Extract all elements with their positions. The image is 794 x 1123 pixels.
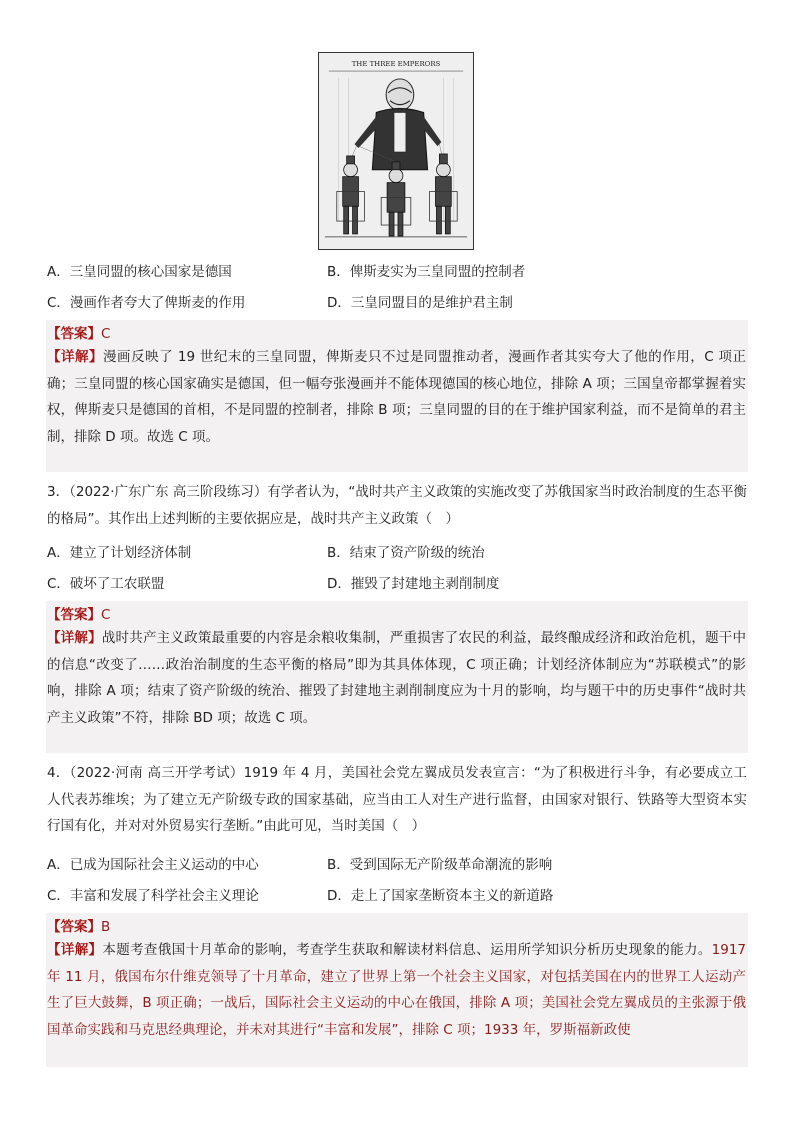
q3-option-c: C．破坏了工农联盟 [47,576,165,592]
cartoon-illustration [319,53,473,249]
detail-text: 漫画反映了 19 世纪末的三皇同盟，俾斯麦只不过是同盟推动者，漫画作者其实夸大了他的作用，C 项正确；三皇同盟的核心国家确实是德国，但一幅夸张漫画并不能体现德国的核心地位，排除 A 项；三国皇帝都掌握着实权，俾斯麦只是德国的首相，不是同盟的控制者，排除 B 项；三皇同盟的目的在于维护国家利益，而不是简单的君主制，排除 D 项。故选 C 项。 [47,349,746,445]
answer-tag: 【答案】 [47,919,101,935]
q2-answer-block [46,320,748,472]
q4-detail [46,937,748,1043]
q2-option-a: A．三皇同盟的核心国家是德国 [47,264,232,280]
q2-answer [46,324,748,344]
q2-option-d: D．三皇同盟目的是维护君主制 [327,295,513,311]
q4-answer-block [46,913,748,1067]
detail-tag: 【详解】 [47,942,103,958]
three-emperors-cartoon [318,52,474,250]
q3-answer-block [46,601,748,753]
detail-tag: 【详解】 [47,630,102,646]
q2-detail [46,344,748,450]
answer-tag: 【答案】 [47,607,101,623]
answer-tag: 【答案】 [47,326,101,342]
q3-detail [46,625,748,731]
detail-text: 战时共产主义政策最重要的内容是余粮收集制，严重损害了农民的利益，最终酿成经济和政治危机，题干中的信息“改变了……政治治制度的生态平衡的格局”即为其具体体现，C 项正确；计划经济体制应为“苏联模式”的影响，排除 A 项；结束了资产阶级的统治、摧毁了封建地主剥削制度应为十月的影响，均与题干中的历史事件“战时共产主义政策”不符，排除 BD 项；故选 C 项。 [47,630,747,726]
q3-option-d: D．摧毁了封建地主剥削制度 [327,576,500,592]
detail-text: 1917 年 11 月，俄国布尔什维克领导了十月革命，建立了世界上第一个社会主义国家，对包括美国在内的世界工人运动产生了巨大鼓舞，B 项正确；一战后，国际社会主义运动的中心在俄国，排除 A 项；美国社会党左翼成员的主张源于俄国革命实践和马克思经典理论，并未对其进行“丰富和发展”，排除 C 项；1933 年，罗斯福新政使 [47,942,747,1038]
answer-value: C [101,326,111,342]
q3-stem: 3．（2022·广东广东 高三阶段练习）有学者认为，“战时共产主义政策的实施改变了苏俄国家当时政治制度的生态平衡的格局”。其作出上述判断的主要依据应是，战时共产主义政策（ ） [47,484,747,527]
detail-lead: 本题考查俄国十月革命的影响，考查学生获取和解读材料信息、运用所学知识分析历史现象的能力。 [102,942,712,958]
detail-tag: 【详解】 [47,349,104,365]
answer-value: C [101,607,111,623]
q2-option-b: B．俾斯麦实为三皇同盟的控制者 [327,264,526,280]
q4-option-d: D．走上了国家垄断资本主义的新道路 [327,888,554,904]
answer-value: B [101,919,111,935]
cartoon-caption: THE THREE EMPERORS [351,60,441,69]
q4-option-a: A．已成为国际社会主义运动的中心 [47,857,259,873]
q4-answer [46,917,748,937]
q3-answer [46,605,748,625]
q4-option-b: B．受到国际无产阶级革命潮流的影响 [327,857,553,873]
q3-option-b: B．结束了资产阶级的统治 [327,545,485,561]
q4-stem: 4．（2022·河南 高三开学考试）1919 年 4 月，美国社会党左翼成员发表宣言：“为了积极进行斗争，有必要成立工人代表苏维埃；为了建立无产阶级专政的国家基础，应当由工人对生产进行监督，由国家对银行、铁路等大型资本实行国有化，并对对外贸易实行垄断。”由此可见，当时美国（ ） [47,765,747,834]
q4-option-c: C．丰富和发展了科学社会主义理论 [47,888,259,904]
q2-option-c: C．漫画作者夸大了俾斯麦的作用 [47,295,246,311]
q3-option-a: A．建立了计划经济体制 [47,545,192,561]
